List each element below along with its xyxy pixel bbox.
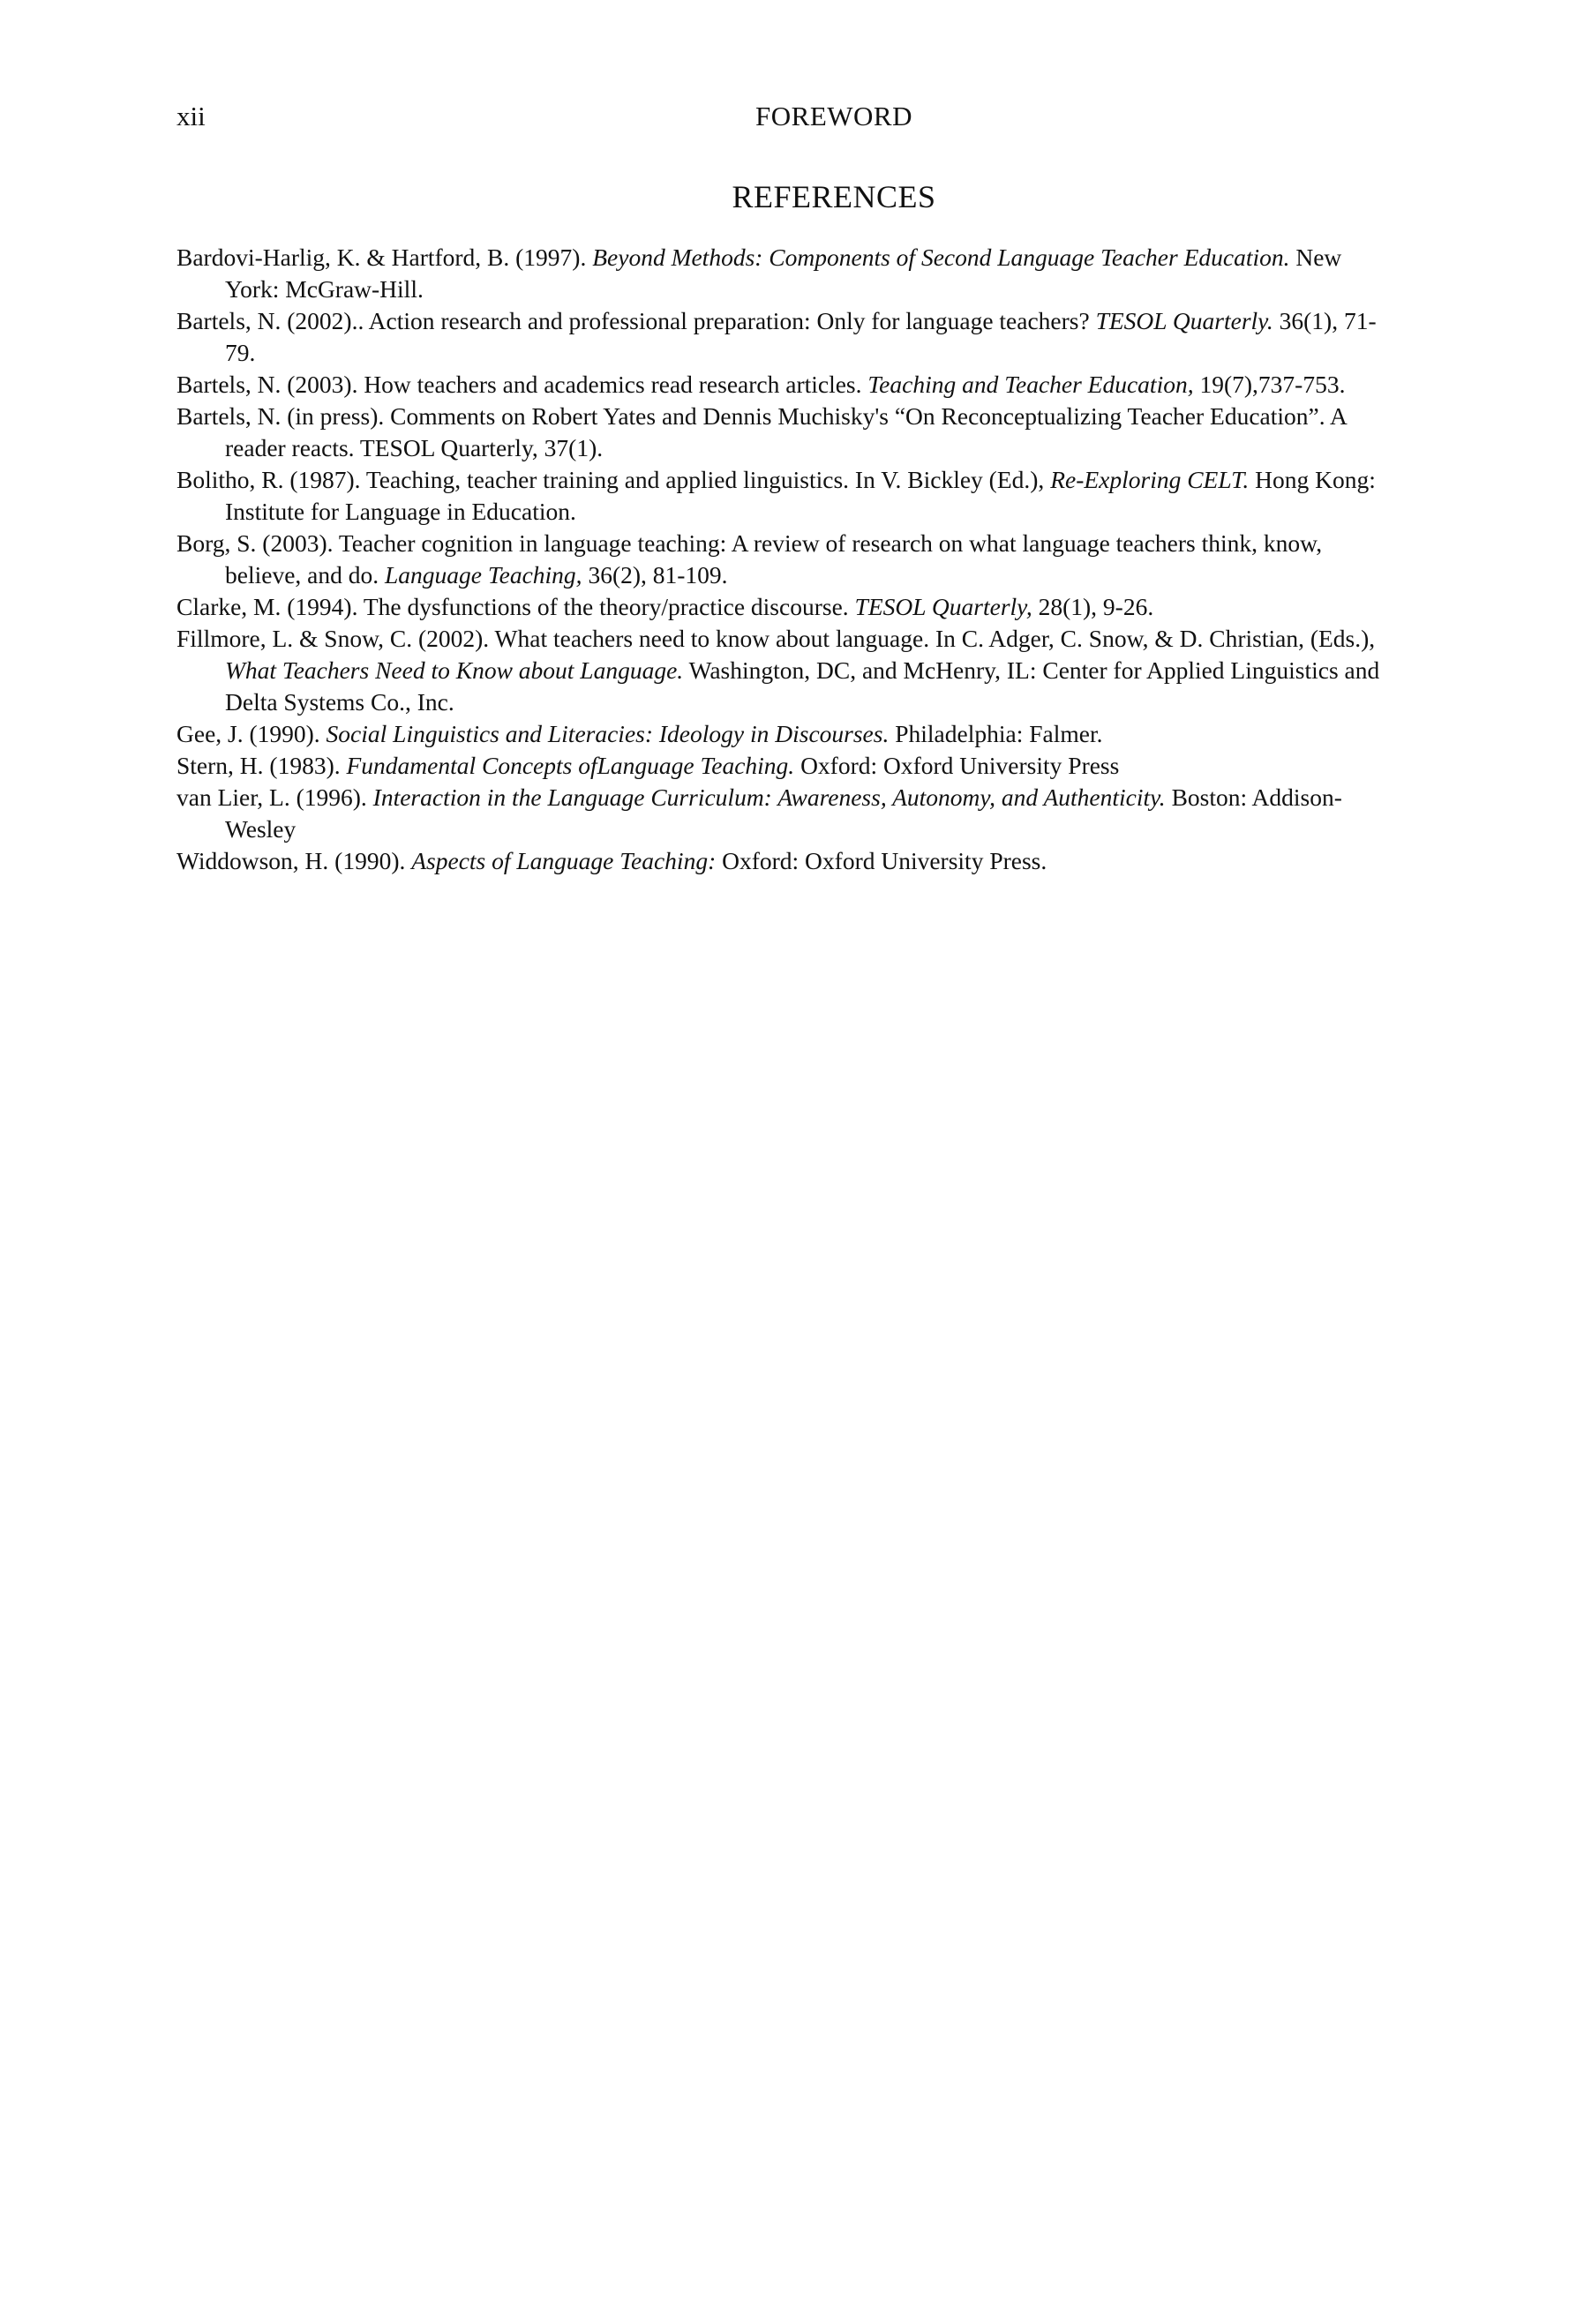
- reference-text: New York: McGraw-Hill.: [225, 244, 1342, 303]
- reference-text: Bolitho, R. (1987). Teaching, teacher training and applied linguistics. In V. Bickley (Ed.),: [176, 466, 1051, 493]
- reference-text: Washington, DC, and McHenry, IL: Center for Applied Linguistics and Delta Systems Co., Inc.: [225, 656, 1380, 716]
- reference-text: Oxford: Oxford University Press: [794, 752, 1120, 779]
- reference-text: Widdowson, H. (1990).: [176, 847, 412, 874]
- reference-italic-title: Beyond Methods: Components of Second Language Teacher Education.: [592, 244, 1290, 271]
- reference-text: Boston: Addison-Wesley: [225, 783, 1342, 843]
- reference-item: [176, 782, 1399, 845]
- reference-italic-title: Aspects of Language Teaching:: [411, 847, 717, 874]
- reference-text: 36(1), 71-79.: [225, 307, 1377, 366]
- reference-item: [176, 750, 1399, 782]
- reference-text: Hong Kong: Institute for Language in Education.: [225, 466, 1376, 525]
- reference-text: Bardovi-Harlig, K. & Hartford, B. (1997).: [176, 244, 593, 271]
- reference-item: [176, 401, 1399, 464]
- reference-italic-title: TESOL Quarterly.: [1095, 307, 1273, 334]
- reference-text: Gee, J. (1990).: [176, 720, 327, 747]
- reference-list: [176, 242, 1399, 877]
- reference-item: [176, 718, 1399, 750]
- reference-item: [176, 305, 1399, 369]
- reference-text: 19(7),737-753.: [1193, 371, 1346, 398]
- reference-italic-title: Teaching and Teacher Education,: [867, 371, 1194, 398]
- reference-italic-title: Social Linguistics and Literacies: Ideology in Discourses.: [326, 720, 890, 747]
- running-head: [176, 99, 1394, 134]
- reference-item: [176, 528, 1399, 591]
- reference-text: Borg, S. (2003). Teacher cognition in language teaching: A review of research on what language teachers think, know, believe, and do.: [176, 529, 1323, 588]
- reference-text: van Lier, L. (1996).: [176, 783, 373, 811]
- reference-item: [176, 591, 1399, 623]
- reference-text: Bartels, N. (in press). Comments on Robert Yates and Dennis Muchisky's “On Reconceptualizing Teacher Education”. A reader reacts. TESOL Quarterly, 37(1).: [176, 402, 1347, 461]
- reference-text: Clarke, M. (1994). The dysfunctions of the theory/practice discourse.: [176, 593, 855, 620]
- reference-text: Stern, H. (1983).: [176, 752, 347, 779]
- reference-italic-title: Re-Exploring CELT.: [1050, 466, 1250, 493]
- reference-italic-title: TESOL Quarterly,: [854, 593, 1032, 620]
- reference-text: Fillmore, L. & Snow, C. (2002). What teachers need to know about language. In C. Adger, C. Snow, & D. Christian, (Eds.),: [176, 625, 1376, 652]
- running-title: FOREWORD: [755, 101, 912, 131]
- reference-text: Philadelphia: Falmer.: [889, 720, 1103, 747]
- reference-item: [176, 242, 1399, 305]
- reference-text: Bartels, N. (2002).. Action research and professional preparation: Only for language teachers?: [176, 307, 1096, 334]
- reference-text: 36(2), 81-109.: [582, 561, 728, 588]
- reference-italic-title: Language Teaching,: [384, 561, 582, 588]
- reference-italic-title: What Teachers Need to Know about Language.: [225, 656, 684, 684]
- section-title: REFERENCES: [732, 179, 936, 214]
- reference-item: [176, 464, 1399, 528]
- reference-italic-title: Interaction in the Language Curriculum: Awareness, Autonomy, and Authenticity.: [372, 783, 1166, 811]
- reference-text: Bartels, N. (2003). How teachers and academics read research articles.: [176, 371, 868, 398]
- reference-item: [176, 369, 1399, 401]
- page-number: xii: [176, 101, 206, 131]
- reference-text: 28(1), 9-26.: [1032, 593, 1154, 620]
- reference-item: [176, 623, 1399, 718]
- reference-italic-title: Fundamental Concepts ofLanguage Teaching.: [346, 752, 795, 779]
- reference-text: Oxford: Oxford University Press.: [716, 847, 1047, 874]
- reference-item: [176, 845, 1399, 877]
